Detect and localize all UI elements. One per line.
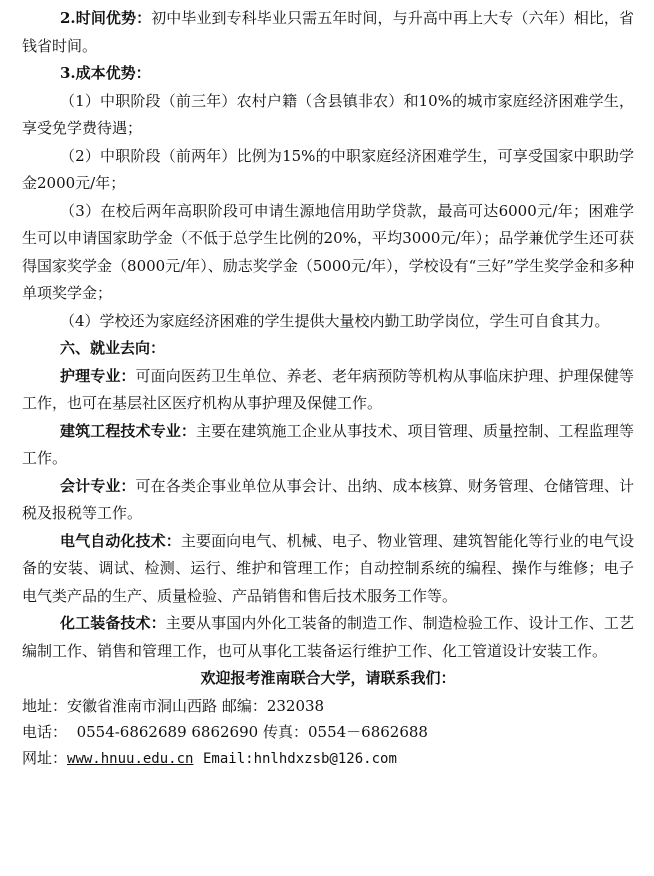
postcode-label: 邮编： [221, 696, 267, 715]
major-construction [22, 418, 634, 473]
major-construction-desc: 主要在建筑施工企业从事技术、项目管理、质量控制、工程监理等工作。 [22, 421, 634, 467]
major-electrical-name: 电气自动化技术： [60, 531, 181, 550]
email-label: Email: [203, 750, 254, 767]
website-link[interactable]: www.hnuu.edu.cn [67, 750, 194, 767]
time-advantage-paragraph [22, 5, 634, 60]
major-electrical-desc: 主要面向电气、机械、电子、物业管理、建筑智能化等行业的电气设备的安装、调试、检测、运行、维护和管理工作；自动控制系统的编程、操作与维修；电子电气类产品的生产、质量检验、产品销售和售后技术服务工作等。 [22, 531, 634, 605]
fax-value: 0554－6862688 [307, 722, 428, 741]
cost-item-1: （1）中职阶段（前三年）农村户籍（含县镇非农）和10%的城市家庭经济困难学生，享受免学费待遇； [22, 91, 634, 137]
cost-item-4: （4）学校还为家庭经济困难的学生提供大量校内勤工助学岗位，学生可自食其力。 [60, 311, 610, 330]
time-advantage-text: 初中毕业到专科毕业只需五年时间，与升高中再上大专（六年）相比，省钱省时间。 [22, 9, 634, 55]
cost-item-3: （3）在校后两年高职阶段可申请生源地信用助学贷款，最高可达6000元/年；困难学生可以申请国家助学金（不低于总学生比例的20%，平均3000元/年）；品学兼优学生还可获得国家奖学金（8000元/年）、励志奖学金（5000元/年），学校设有“三好”学生奖学金和多种单项奖学金； [22, 201, 634, 302]
major-electrical [22, 528, 634, 611]
employment-heading: 六、就业去向： [60, 339, 166, 357]
admissions-document [22, 5, 634, 772]
major-nursing-desc: 可面向医药卫生单位、养老、老年病预防等机构从事临床护理、护理保健等工作，也可在基层社区医疗机构从事护理及保健工作。 [22, 366, 634, 412]
major-accounting [22, 473, 634, 528]
time-advantage-heading: 2.时间优势： [60, 9, 152, 27]
major-nursing-name: 护理专业： [60, 366, 136, 385]
contact-welcome: 欢迎报考淮南联合大学，请联系我们： [200, 669, 456, 687]
phone-label: 电话： [22, 722, 68, 741]
cost-advantage-heading: 3.成本优势： [60, 64, 151, 82]
contact-phone-line [22, 719, 634, 745]
web-label: 网址： [22, 748, 68, 767]
major-chemical-desc: 主要从事国内外化工装备的制造工作、制造检验工作、设计工作、工艺编制工作、销售和管理工作，也可从事化工装备运行维护工作、化工管道设计安装工作。 [22, 614, 634, 660]
major-construction-name: 建筑工程技术专业： [60, 421, 196, 440]
address-value: 安徽省淮南市洞山西路 [67, 696, 218, 715]
major-accounting-desc: 可在各类企事业单位从事会计、出纳、成本核算、财务管理、仓储管理、计税及报税等工作。 [22, 476, 634, 522]
address-label: 地址： [22, 696, 68, 715]
contact-web-line [22, 745, 634, 772]
cost-item-2: （2）中职阶段（前两年）比例为15%的中职家庭经济困难学生，可享受国家中职助学金2000元/年； [22, 146, 634, 192]
phone-value: 0554-6862689 6862690 [76, 722, 259, 741]
postcode-value: 232038 [266, 696, 325, 715]
major-chemical-name: 化工装备技术： [60, 614, 166, 632]
major-nursing [22, 363, 634, 418]
major-chemical [22, 610, 634, 665]
email-value: hnlhdxzsb@126.com [253, 750, 397, 767]
major-accounting-name: 会计专业： [60, 476, 136, 495]
fax-label: 传真： [262, 722, 308, 741]
contact-address-line [22, 693, 634, 719]
